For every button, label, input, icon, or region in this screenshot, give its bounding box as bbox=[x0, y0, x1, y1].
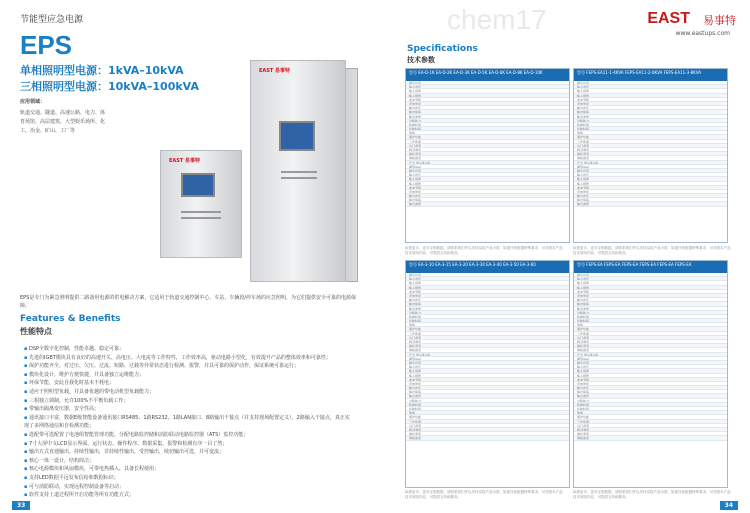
table-row: 海拔高度 bbox=[574, 436, 727, 440]
feature-item: ▪ 7寸大屏中文LCD显示界面，运行状态、操作程序、数据采集，报警和检测有序一目了然； bbox=[24, 440, 354, 449]
table-row: 输入相数 bbox=[406, 182, 569, 186]
table-row: 过载能力 bbox=[574, 399, 727, 403]
spec-heading-cn: 技术参数 bbox=[407, 56, 435, 64]
table-row: 运行温度 bbox=[406, 336, 569, 340]
vent bbox=[281, 177, 317, 179]
features-heading-en: Features & Benefits bbox=[20, 314, 121, 324]
table-row: 切换时间 bbox=[574, 319, 727, 323]
table-row: 运行温度 bbox=[406, 424, 569, 428]
table-row: 保护功能 bbox=[406, 135, 569, 139]
feature-item: ▪ 带输出隔离变压器，安全性高； bbox=[24, 405, 354, 414]
table-row: 运行温度 bbox=[574, 144, 727, 148]
cabinet-logo: EAST 易事特 bbox=[259, 68, 291, 74]
table-row: 电池节数 bbox=[574, 378, 727, 382]
table-row: 输出频率 bbox=[574, 198, 727, 202]
table-row: 转换时间 bbox=[574, 123, 727, 127]
table-row: 海拔高度 bbox=[406, 348, 569, 352]
table-row: 充电电流 bbox=[574, 190, 727, 194]
table-row: 切换时间 bbox=[406, 127, 569, 131]
small-cabinet-image bbox=[160, 150, 242, 258]
table-row: 海拔高度 bbox=[406, 156, 569, 160]
table-row: 输出电压 bbox=[574, 298, 727, 302]
table-row: 电池节数 bbox=[574, 186, 727, 190]
table-row: 充电电流 bbox=[406, 190, 569, 194]
table-row: 额定容量 bbox=[406, 81, 569, 85]
table-row: 输入相数 bbox=[574, 94, 727, 98]
table-header: 型号 EA-D-1K EA-D-2K EA-D-3K EA-D-5K EA-D-6K EA-D-8K EA-D-10K bbox=[406, 69, 569, 81]
table-row: 输出电压 bbox=[574, 106, 727, 110]
table-row: 输入相数 bbox=[574, 286, 727, 290]
table-row: 储存温度 bbox=[574, 432, 727, 436]
feature-item: ▪ 通讯接口丰富，数据E级智能设备通讯接口RS485、1路RS232、1路LAN接口、8路输出干接点（并支持现场配置定义），2路输入干接点，真正实现了多网络通信和自检测功能； bbox=[24, 414, 354, 431]
table-row: 输入频率 bbox=[574, 369, 727, 373]
cabinet-logo: EAST 易事特 bbox=[169, 158, 201, 164]
table-row: 尺寸 宽×深×高 bbox=[574, 353, 727, 357]
table-row: 保护功能 bbox=[406, 415, 569, 419]
table-row: 保护功能 bbox=[574, 135, 727, 139]
table-row: 输入频率 bbox=[406, 369, 569, 373]
table-row: 充电电流 bbox=[574, 382, 727, 386]
table-row: 输入相数 bbox=[574, 374, 727, 378]
table-row: 效率 bbox=[574, 131, 727, 135]
table-row: 输入相数 bbox=[574, 182, 727, 186]
table-row: 额定容量 bbox=[574, 273, 727, 277]
table-row: 重量(kg) bbox=[406, 357, 569, 361]
table-row: 输出波形 bbox=[406, 115, 569, 119]
table-row: 尺寸 宽×深×高 bbox=[406, 353, 569, 357]
feature-item: ▪ 先进的IGBT模块具有良好的高速开关、高电压、大电流等工作特性，工作效率高，驱动电路小型化，有效提升产品的整体效率和可靠性； bbox=[24, 354, 354, 363]
table-row: 输入电压 bbox=[574, 277, 727, 281]
table-row: 过载能力 bbox=[574, 311, 727, 315]
table-row: 转换时间 bbox=[574, 403, 727, 407]
table-row: 额定容量 bbox=[574, 81, 727, 85]
table-row: 输出波形 bbox=[574, 115, 727, 119]
table-row: 输出频率 bbox=[406, 302, 569, 306]
table-row: 工作环境 bbox=[574, 332, 727, 336]
feature-item: ▪ 环保节能，安此自我化时基本不耗电； bbox=[24, 379, 354, 388]
vent bbox=[181, 217, 221, 219]
application-text: 轨道交通、隧道、高速公路、电力、体育场馆、高层建筑、大型娱乐场所、化工、冶金、矿山、工厂等 bbox=[20, 110, 106, 134]
spec-heading-en: Specifications bbox=[407, 44, 478, 54]
table-row: 输出频率 bbox=[406, 390, 569, 394]
feature-item: ▪ 输出方式直通输出，持续性输出，非持续性输出，受控输出，续切输出可选，并可变流； bbox=[24, 448, 354, 457]
table-row: 输入电压 bbox=[406, 85, 569, 89]
table-row: 转换时间 bbox=[574, 315, 727, 319]
table-note: 如需更多、更多定制数据，请联系我们并以具体实际产品为准，如需任何配置特殊要求，可对照本产品技术说明内容，可提供支持和服务。 bbox=[573, 490, 731, 499]
application-head: 应用领域： bbox=[20, 99, 46, 105]
page-number: 33 bbox=[12, 501, 30, 510]
table-row: 输出电压 bbox=[406, 386, 569, 390]
table-row: 保护功能 bbox=[574, 415, 727, 419]
spec-table bbox=[405, 260, 570, 488]
feature-item: ▪ 核心一体一设计，结构简洁； bbox=[24, 457, 354, 466]
table-row: 输入电压 bbox=[574, 173, 727, 177]
table-row: 额定容量 bbox=[406, 273, 569, 277]
product-description: EPS是专门为紧急照明提供二路备用电源的供电解决方案，它适用于轨道交通控制中心、车站、车辆段/停车场的应急照明，为它们提供安全可靠的电源保障。 bbox=[20, 295, 357, 309]
table-row: 输入电压 bbox=[406, 365, 569, 369]
cabinet-screen bbox=[181, 173, 215, 197]
table-row: 效率 bbox=[574, 323, 727, 327]
table-row: 输入频率 bbox=[406, 281, 569, 285]
table-row: 运行温度 bbox=[574, 424, 727, 428]
table-row: 相对湿度 bbox=[406, 148, 569, 152]
table-row: 输入频率 bbox=[574, 177, 727, 181]
table-row: 海拔高度 bbox=[406, 436, 569, 440]
table-row: 储存温度 bbox=[406, 344, 569, 348]
table-note: 如需更多、更多定制数据，请联系我们并以具体实际产品为准，如需任何配置特殊要求，可对照本产品技术说明内容，可提供支持和服务。 bbox=[405, 246, 563, 255]
table-row: 效率 bbox=[406, 411, 569, 415]
table-note: 如需更多、更多定制数据，请联系我们并以具体实际产品为准，如需任何配置特殊要求，可对照本产品技术说明内容，可提供支持和服务。 bbox=[573, 246, 731, 255]
table-row: 相对湿度 bbox=[406, 340, 569, 344]
table-row: 充电电流 bbox=[574, 294, 727, 298]
application-box bbox=[20, 98, 108, 136]
table-row: 效率 bbox=[406, 323, 569, 327]
table-row: 尺寸 宽×深×高 bbox=[574, 161, 727, 165]
feature-item: ▪ 适应于照明型负载，并具备优越的带电动机型负载能力； bbox=[24, 388, 354, 397]
table-row: 电池节数 bbox=[574, 98, 727, 102]
table-row: 过载能力 bbox=[574, 119, 727, 123]
spec-table bbox=[405, 68, 570, 243]
table-row: 输出频率 bbox=[574, 390, 727, 394]
table-row: 输出电压 bbox=[574, 194, 727, 198]
three-phase-line: 三相照明型电源：10kVA–100kVA bbox=[20, 80, 199, 93]
table-row: 切换时间 bbox=[406, 407, 569, 411]
table-row: 切换时间 bbox=[406, 319, 569, 323]
table-row: 储存温度 bbox=[574, 152, 727, 156]
spec-table bbox=[573, 260, 728, 488]
table-row: 效率 bbox=[406, 131, 569, 135]
table-row: 海拔高度 bbox=[574, 156, 727, 160]
table-row: 输出波形 bbox=[406, 394, 569, 398]
website: www.eastups.com bbox=[675, 30, 730, 37]
table-row: 充电电流 bbox=[406, 102, 569, 106]
table-row: 保护功能 bbox=[406, 327, 569, 331]
table-row: 输入相数 bbox=[406, 286, 569, 290]
table-row: 输出波形 bbox=[574, 307, 727, 311]
table-row: 工作环境 bbox=[574, 420, 727, 424]
table-row: 输出频率 bbox=[406, 198, 569, 202]
table-row: 输出电压 bbox=[406, 298, 569, 302]
table-row: 保护功能 bbox=[574, 327, 727, 331]
feature-item: ▪ 软件支持上道过程所开启功能等所有功能方式； bbox=[24, 491, 354, 500]
page-number: 34 bbox=[720, 501, 738, 510]
table-row: 电池节数 bbox=[406, 378, 569, 382]
table-row: 电池节数 bbox=[574, 290, 727, 294]
table-row: 海拔高度 bbox=[574, 348, 727, 352]
watermark: chem17 bbox=[447, 4, 547, 35]
feature-item: ▪ 支持LED数据平远发布信给和数据标识； bbox=[24, 474, 354, 483]
brand-logo: EAST bbox=[647, 10, 690, 27]
table-row: 输出波形 bbox=[406, 202, 569, 206]
table-row: 转换时间 bbox=[406, 315, 569, 319]
table-header: 型号 EA-3-10 EA-3-15 EA-3-20 EA-3-30 EA-3-40 EA-3-50 EA-3-60 bbox=[406, 261, 569, 273]
table-row: 额定容量 bbox=[574, 169, 727, 173]
table-row: 输入频率 bbox=[574, 89, 727, 93]
table-row: 输出波形 bbox=[406, 307, 569, 311]
feature-list bbox=[24, 345, 354, 500]
table-row: 输入电压 bbox=[406, 173, 569, 177]
table-row: 输出电压 bbox=[574, 386, 727, 390]
product-title: EPS bbox=[20, 30, 73, 60]
table-row: 额定容量 bbox=[406, 169, 569, 173]
table-row: 储存温度 bbox=[574, 344, 727, 348]
feature-item: ▪ 选配带可选配置了电池组智能管理功能，分配电路监控储和消防联动电路监控器（ATS）监控功能； bbox=[24, 431, 354, 440]
table-row: 额定容量 bbox=[406, 361, 569, 365]
table-row: 过载能力 bbox=[406, 119, 569, 123]
table-header: 型号 FEPS-EA11-1-4KVA FEPS-EA11-2-6KVA FEPS-EA11-3-8KVA bbox=[574, 69, 727, 81]
feature-item: ▪ 可与消防联动，实现远程控制设备等启动； bbox=[24, 483, 354, 492]
series-subtitle: 节能型应急电源 bbox=[20, 15, 84, 25]
table-row: 储存温度 bbox=[406, 432, 569, 436]
table-row: 尺寸 宽×深×高 bbox=[406, 161, 569, 165]
table-row: 运行温度 bbox=[406, 144, 569, 148]
table-row: 电池节数 bbox=[406, 98, 569, 102]
table-row: 充电电流 bbox=[406, 382, 569, 386]
table-row: 过载能力 bbox=[406, 399, 569, 403]
table-row: 过载能力 bbox=[406, 311, 569, 315]
large-cabinet-image bbox=[250, 60, 346, 282]
table-row: 输出电压 bbox=[406, 194, 569, 198]
table-row: 切换时间 bbox=[574, 127, 727, 131]
single-phase-line: 单相照明型电源：1kVA–10kVA bbox=[20, 64, 184, 77]
table-row: 效率 bbox=[574, 411, 727, 415]
table-row: 工作环境 bbox=[406, 420, 569, 424]
right-page bbox=[375, 0, 750, 513]
table-row: 储存温度 bbox=[406, 152, 569, 156]
table-row: 输出波形 bbox=[574, 202, 727, 206]
spec-table bbox=[573, 68, 728, 243]
feature-item: ▪ 核心电源模块和风扇模块，可带电热插入，具备长程使用； bbox=[24, 465, 354, 474]
table-row: 输入相数 bbox=[406, 374, 569, 378]
table-row: 输出电压 bbox=[406, 106, 569, 110]
table-note: 如需更多、更多定制数据，请联系我们并以具体实际产品为准，如需任何配置特殊要求，可对照本产品技术说明内容，可提供支持和服务。 bbox=[405, 490, 563, 499]
feature-item: ▪ 保护功能齐全，对过压、欠压、过流、短路、过载等异常状态进行检测、报警，并具可靠的保护动作，保证系统可靠运行； bbox=[24, 362, 354, 371]
table-row: 切换时间 bbox=[574, 407, 727, 411]
table-row: 电池节数 bbox=[406, 186, 569, 190]
table-row: 输入频率 bbox=[574, 281, 727, 285]
table-row: 相对湿度 bbox=[574, 148, 727, 152]
table-row: 转换时间 bbox=[406, 403, 569, 407]
feature-item: ▪ DSP全数字化控制，性能卓越、稳定可靠； bbox=[24, 345, 354, 354]
table-row: 重量(kg) bbox=[406, 165, 569, 169]
table-row: 输出频率 bbox=[406, 110, 569, 114]
table-row: 输出频率 bbox=[574, 302, 727, 306]
table-row: 重量(kg) bbox=[574, 357, 727, 361]
table-row: 相对湿度 bbox=[574, 428, 727, 432]
table-row: 输入电压 bbox=[406, 277, 569, 281]
table-row: 输入电压 bbox=[574, 365, 727, 369]
table-row: 重量(kg) bbox=[574, 165, 727, 169]
table-row: 相对湿度 bbox=[406, 428, 569, 432]
vent bbox=[181, 211, 221, 213]
table-row: 输出波形 bbox=[574, 394, 727, 398]
table-row: 运行温度 bbox=[574, 336, 727, 340]
table-row: 输入电压 bbox=[574, 85, 727, 89]
table-row: 充电电流 bbox=[574, 102, 727, 106]
cabinet-screen bbox=[279, 121, 315, 151]
table-row: 转换时间 bbox=[406, 123, 569, 127]
vent bbox=[281, 171, 317, 173]
table-row: 电池节数 bbox=[406, 290, 569, 294]
table-row: 额定容量 bbox=[574, 361, 727, 365]
table-row: 输入频率 bbox=[406, 89, 569, 93]
table-row: 输出频率 bbox=[574, 110, 727, 114]
brand-cn: 易事特 bbox=[703, 14, 736, 27]
feature-item: ▪ 模块化设计，维护方便快捷，并具备独立运维能力； bbox=[24, 371, 354, 380]
table-row: 相对湿度 bbox=[574, 340, 727, 344]
table-row: 工作环境 bbox=[406, 332, 569, 336]
table-row: 充电电流 bbox=[406, 294, 569, 298]
table-row: 工作环境 bbox=[574, 140, 727, 144]
features-heading-cn: 性能特点 bbox=[20, 327, 52, 336]
table-row: 输入频率 bbox=[406, 177, 569, 181]
table-header: 型号 FEPS-EA FEPS-EA FEPS-EA FEPS-EA FEPS-EA FEPS-EA bbox=[574, 261, 727, 273]
feature-item: ▪ 三相独立调制，允许100%不平衡负载工作； bbox=[24, 397, 354, 406]
table-row: 工作环境 bbox=[406, 140, 569, 144]
table-row: 输入相数 bbox=[406, 94, 569, 98]
